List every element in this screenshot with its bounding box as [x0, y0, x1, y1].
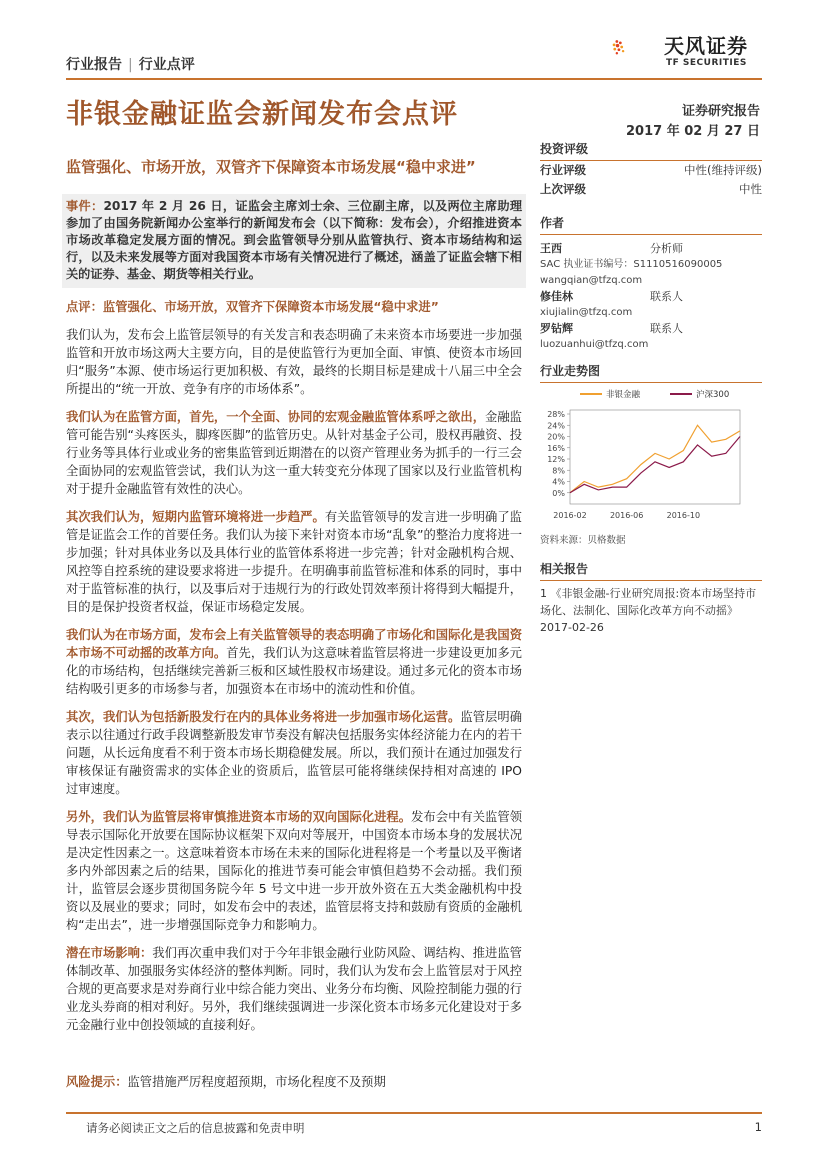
y-tick-label: 0% [552, 488, 565, 498]
y-tick-label: 4% [552, 477, 565, 487]
industry-rating-label: 行业评级 [540, 163, 586, 177]
author-role: 联系人 [650, 322, 683, 335]
legend-label: 沪深300 [696, 390, 730, 400]
paragraph [66, 508, 522, 616]
paragraph-text: 我们再次重申我们对于今年非银金融行业防风险、调结构、推进监管体制改革、加强服务实体经济的整体判断。同时，我们认为发布会上监管层对于风控合规的更高要求是对券商行业中综合能力突出、业务分布均衡、风险控制能力强的行业龙头券商的相对利好。另外，我们继续强调进一步深化资本市场多元化建设对于多元金融行业中创投领域的直接利好。 [66, 946, 522, 1032]
report-date: 2017 年 02 月 27 日 [626, 124, 760, 139]
paragraph-text: 有关监管领导的发言进一步明确了监管是证监会工作的首要任务。我们认为接下来针对资本市场“乱象”的整治力度将进一步加强；针对具体业务以及具体行业的监管体系将进一步完善；针对金融机构合规、风控等自控系统的建设要求将进一步提升。在明确事前监管标准和体系的同时，事中对于监管标准的执行，以及事后对于违规行为的行政处罚效率预计将得到大幅提升，目的是保护投资者权益，保证市场稳定发展。 [66, 510, 522, 614]
paragraph-text: 发布会中有关监管领导表示国际化开放要在国际协议框架下双向对等展开，中国资本市场本身的发展状况是决定性因素之一。这意味着资本市场在未来的国际化进程将是一个考量以及平衡诸多内外部因素之后的结果，国际化的推进节奏可能会审慎但趋势不会动摇。我们预计，监管层会逐步贯彻国务院今年 5 号文中进一步开放外资在五大类金融机构中投资以及展业的要求；同时，如发布会中的表述，监管层将支持和鼓励有资质的金融机构“走出去”，进一步增强国际竞争力和影响力。 [66, 810, 522, 932]
series-line-index [570, 437, 740, 493]
paragraph-highlight: 潜在市场影响： [66, 946, 153, 960]
author-3 [540, 321, 762, 337]
author-role: 联系人 [650, 290, 683, 303]
paragraph-text: 监管层明确表示以往通过行政手段调整新股发审节奏没有解决包括服务实体经济能力在内的若干问题，从长远角度看不利于资本市场长期稳健发展。所以，我们预计在通过加强发行审核保证有融资需求的实体企业的资质后，监管层可能将继续保持相对高速的 IPO 过审速度。 [66, 710, 522, 796]
paragraph [66, 808, 522, 934]
paragraph [66, 626, 522, 698]
author-email[interactable]: luozuanhui@tfzq.com [540, 339, 649, 350]
industry-rating-value: 中性(维持评级) [684, 163, 762, 177]
x-tick-label: 2016-10 [666, 511, 701, 520]
page-number: 1 [754, 1120, 762, 1134]
paragraph-text: 我们认为，发布会上监管层领导的有关发言和表态明确了未来资本市场要进一步加强监管和开放市场这两大主要方向，目的是使监管行为更加全面、审慎、使资本市场回归“服务”本源、使市场运行更加积极、有效，最终的长期目标是建成十八届三中全会所提出的“统一开放、竞争有序的市场体系”。 [66, 328, 522, 396]
paragraph [66, 326, 522, 398]
author-2 [540, 289, 762, 305]
rating-heading: 投资评级 [540, 140, 762, 161]
paragraph-highlight: 我们认为在市场方面，发布会上有关监管领导的表态明确了市场化和国际化是我国资本市场不可动摇的改革方向。 [66, 628, 522, 660]
y-tick-label: 12% [547, 455, 565, 464]
risk-text: 监管措施严厉程度超预期，市场化程度不及预期 [127, 1075, 386, 1089]
prev-rating-row [540, 180, 762, 199]
report-subtitle: 监管强化、市场开放，双管齐下保障资本市场发展“稳中求进” [66, 158, 476, 176]
author-name: 王西 [540, 242, 562, 255]
x-tick-label: 2016-06 [609, 511, 644, 520]
brand-name-cn: 天风证券 [664, 34, 748, 58]
report-title: 非银金融证监会新闻发布会点评 [66, 99, 458, 130]
author-cert: SAC 执业证书编号：S1110516090005 [540, 259, 723, 270]
y-tick-label: 16% [547, 443, 565, 453]
paragraph-text: 金融监管可能告别“头疼医头，脚疼医脚”的监管历史。从针对基金子公司，股权再融资、投行业务等具体行业或业务的密集监管到近期潜在的以资产管理业务为抓手的一行三会全面协同的宏观监管尝试，我们认为这一重大转变充分体现了国家以及行业监管机构对于提升金融监管有效性的决心。 [66, 410, 522, 496]
risk-label: 风险提示： [66, 1075, 128, 1089]
related-heading: 相关报告 [540, 560, 762, 581]
paragraph-highlight: 其次我们认为，短期内监管环境将进一步趋严。 [66, 510, 325, 524]
prev-rating-label: 上次评级 [540, 182, 586, 196]
author-heading: 作者 [540, 214, 762, 235]
author-section [540, 214, 762, 353]
doc-category-label: 行业报告 [66, 57, 122, 73]
author-role: 分析师 [650, 242, 683, 255]
paragraph [66, 408, 522, 498]
risk-warning [66, 1072, 386, 1090]
related-section [540, 560, 762, 636]
x-tick-label: 2016-02 [553, 511, 587, 520]
author-name: 罗钻辉 [540, 322, 573, 335]
comment-heading: 点评：监管强化、市场开放，双管齐下保障资本市场发展“稳中求进” [66, 300, 439, 314]
author-name: 修佳林 [540, 290, 573, 303]
event-label: 事件： [66, 199, 104, 213]
event-text: 2017 年 2 月 26 日，证监会主席刘士余、三位副主席，以及两位主席助理参加了由国务院新闻办公室举行的新闻发布会（以下简称：发布会），介绍推进资本市场改革稳定发展方面的情况。到会监管领导分别从监管执行、资本市场结构和运行，以及未来发展等方面对我国资本市场有关情况进行了概述，涵盖了证监会辖下相关的证券、基金、期货等相关行业。 [66, 199, 523, 281]
industry-rating-row [540, 161, 762, 180]
paragraph-text: 首先，我们认为这意味着监管层将进一步建设更加多元化的市场结构，包括继续完善新三板和区域性股权市场建设。通过多元化的资本市场结构吸引更多的市场参与者，加强资本在市场中的流动性和价值。 [66, 646, 522, 696]
y-tick-label: 28% [547, 410, 565, 419]
paragraph [66, 708, 522, 798]
y-tick-label: 24% [547, 421, 565, 431]
trend-section [540, 362, 762, 383]
separator: | [128, 57, 133, 73]
paragraph-highlight: 我们认为在监管方面，首先，一个全面、协同的宏观金融监管体系呼之欲出， [66, 410, 486, 424]
footer-divider [66, 1112, 762, 1114]
trend-heading: 行业走势图 [540, 362, 762, 383]
chart-source: 资料来源：贝格数据 [540, 535, 626, 546]
report-body [66, 298, 522, 1044]
rating-section [540, 140, 762, 199]
paragraph-highlight: 其次，我们认为包括新股发行在内的具体业务将进一步加强市场化运营。 [66, 710, 461, 724]
author-1 [540, 241, 762, 257]
plot-frame [570, 410, 740, 504]
author-email[interactable]: xiujialin@tfzq.com [540, 307, 633, 318]
legend-label: 非银金融 [606, 390, 641, 400]
footer-disclaimer: 请务必阅读正文之后的信息披露和免责申明 [86, 1121, 305, 1135]
paragraph [66, 944, 522, 1034]
y-tick-label: 20% [547, 432, 565, 442]
prev-rating-value: 中性 [739, 182, 762, 196]
y-tick-label: 8% [552, 466, 565, 476]
trend-chart [540, 384, 762, 524]
author-email[interactable]: wangqian@tfzq.com [540, 275, 643, 286]
event-summary [66, 198, 522, 283]
brand-name-en: TF SECURITIES [666, 58, 747, 68]
brand-logo-icon [612, 24, 664, 70]
paragraph-highlight: 另外，我们认为监管层将审慎推进资本市场的双向国际化进程。 [66, 810, 412, 824]
doc-subcategory-label: 行业点评 [138, 57, 195, 73]
doc-category [66, 54, 195, 74]
series-line-sector [570, 425, 740, 493]
report-kind: 证券研究报告 [681, 104, 760, 119]
related-report-link[interactable]: 1 《非银金融-行业研究周报:资本市场坚持市场化、法制化、国际化改革方向不动摇》 2017-02-26 [540, 587, 757, 634]
header-divider [66, 78, 762, 80]
